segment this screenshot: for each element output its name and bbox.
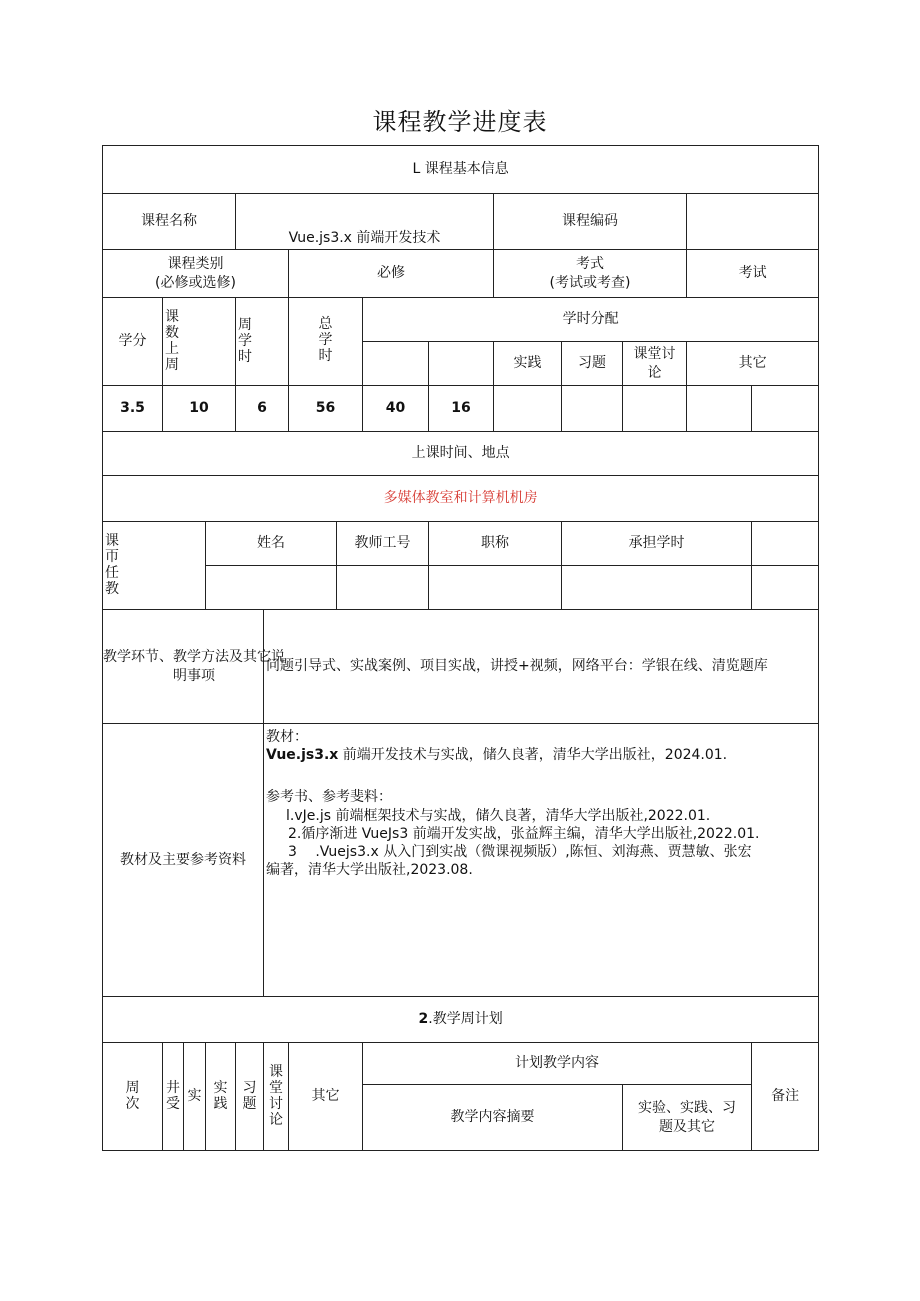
weekly-hours-label: 周学时: [238, 316, 252, 365]
course-name-label: 课程名称: [103, 194, 236, 250]
textbook-heading: 教材：: [266, 729, 308, 745]
weeks-label: 课数上周: [165, 308, 179, 374]
course-code-value: [687, 194, 819, 250]
textbook-title: Vue.js3.x: [266, 747, 339, 764]
section2-number: 2: [418, 1011, 429, 1028]
course-type-sub: (必修或选修): [155, 274, 236, 291]
dist-value-1: 40: [363, 386, 429, 432]
schedule-label: 上课时间、地点: [103, 432, 819, 476]
note-label: 备注: [752, 1043, 819, 1151]
weeks-value: 10: [163, 386, 236, 432]
exam-sub: (考试或考查): [549, 274, 631, 291]
teacher-side-label: 课帀任教: [105, 532, 119, 598]
page-title: 课程教学进度表: [372, 108, 548, 136]
teacher-title-value: [429, 566, 562, 610]
reference-2: 2.循序渐进 VueJs3 前端开发实战，张益辉主编，清华大学出版社,2022.01.: [288, 825, 760, 842]
weekly-hours-value: 6: [236, 386, 289, 432]
course-code-label: 课程编码: [494, 194, 687, 250]
section2-title: .教学周计划: [428, 1011, 503, 1028]
credit-value: 3.5: [103, 386, 163, 432]
exam-value: 考试: [687, 250, 819, 298]
lecture-label: 井受: [163, 1043, 184, 1151]
dist-value-7: [752, 386, 819, 432]
week-label: 周次: [103, 1043, 163, 1151]
hours-distribution-label: 学时分配: [363, 298, 819, 342]
dist-exercise: 习题: [562, 342, 623, 386]
teacher-name-value: [206, 566, 337, 610]
dist-blank-2: [429, 342, 494, 386]
reference-3-line2: 编著，清华大学出版社,2023.08.: [266, 862, 473, 879]
reference-1: l.vJe.js 前端框架技术与实战，储久良著，清华大学出版社,2022.01.: [286, 807, 711, 824]
plan-label: 计划教学内容: [363, 1043, 752, 1085]
methods-value: 问题引导式、实战案例、项目实战，讲授+视频，网络平台：学银在线、清览题库: [264, 610, 819, 724]
section-weekly-plan: [103, 997, 819, 1043]
course-type-label: [103, 250, 289, 298]
schedule-value: 多媒体教室和计算机机房: [103, 476, 819, 522]
total-hours-label: 总学时: [318, 316, 333, 365]
exam-title: 考式: [576, 256, 604, 273]
summary-label: 教学内容摘要: [363, 1085, 623, 1151]
dist-practice: 实践: [494, 342, 562, 386]
teacher-blank: [752, 522, 819, 566]
dist-value-5: [623, 386, 687, 432]
dist-value-2: 16: [429, 386, 494, 432]
dist-other: 其它: [687, 342, 819, 386]
teacher-name-label: 姓名: [206, 522, 337, 566]
lab-label: 实: [184, 1043, 206, 1151]
total-hours-value: 56: [289, 386, 363, 432]
textbook-detail: 前端开发技术与实战，储久良著，清华大学出版社，2024.01.: [338, 747, 728, 764]
tasks-label: 实验、实践、习题及其它: [623, 1085, 752, 1151]
exam-label: [494, 250, 687, 298]
dist-discussion: 课堂讨论: [623, 342, 687, 386]
methods-label: 教学环节、教学方法及其它说明事项: [103, 610, 264, 724]
course-name-value: Vue.js3.x 前端开发技术: [236, 194, 494, 250]
progress-table: [102, 145, 819, 1151]
course-type-title: 课程类别: [167, 256, 224, 273]
discussion-label: 课堂讨论: [264, 1043, 289, 1151]
practice-label: 实践: [206, 1043, 236, 1151]
course-type-value: 必修: [289, 250, 494, 298]
teacher-hours-value: [562, 566, 752, 610]
materials-label: 教材及主要参考资料: [103, 724, 264, 997]
teacher-hours-label: 承担学时: [562, 522, 752, 566]
weekly-other-label: 其它: [289, 1043, 363, 1151]
dist-value-4: [562, 386, 623, 432]
reference-3-line1: 3 .Vuejs3.x 从入门到实战（微课视频版）,陈恒、刘海燕、贾慧敏、张宏: [288, 843, 752, 860]
section-basic-info: L 课程基本信息: [103, 146, 819, 194]
teacher-title-label: 职称: [429, 522, 562, 566]
teacher-blank-2: [752, 566, 819, 610]
materials-content: [264, 724, 819, 997]
reference-heading: 参考书、参考斐料：: [266, 789, 392, 806]
exercise-label: 习题: [236, 1043, 264, 1151]
teacher-id-value: [337, 566, 429, 610]
dist-value-3: [494, 386, 562, 432]
credit-label: 学分: [103, 298, 163, 386]
dist-value-6: [687, 386, 752, 432]
teacher-id-label: 教师工号: [337, 522, 429, 566]
dist-blank-1: [363, 342, 429, 386]
